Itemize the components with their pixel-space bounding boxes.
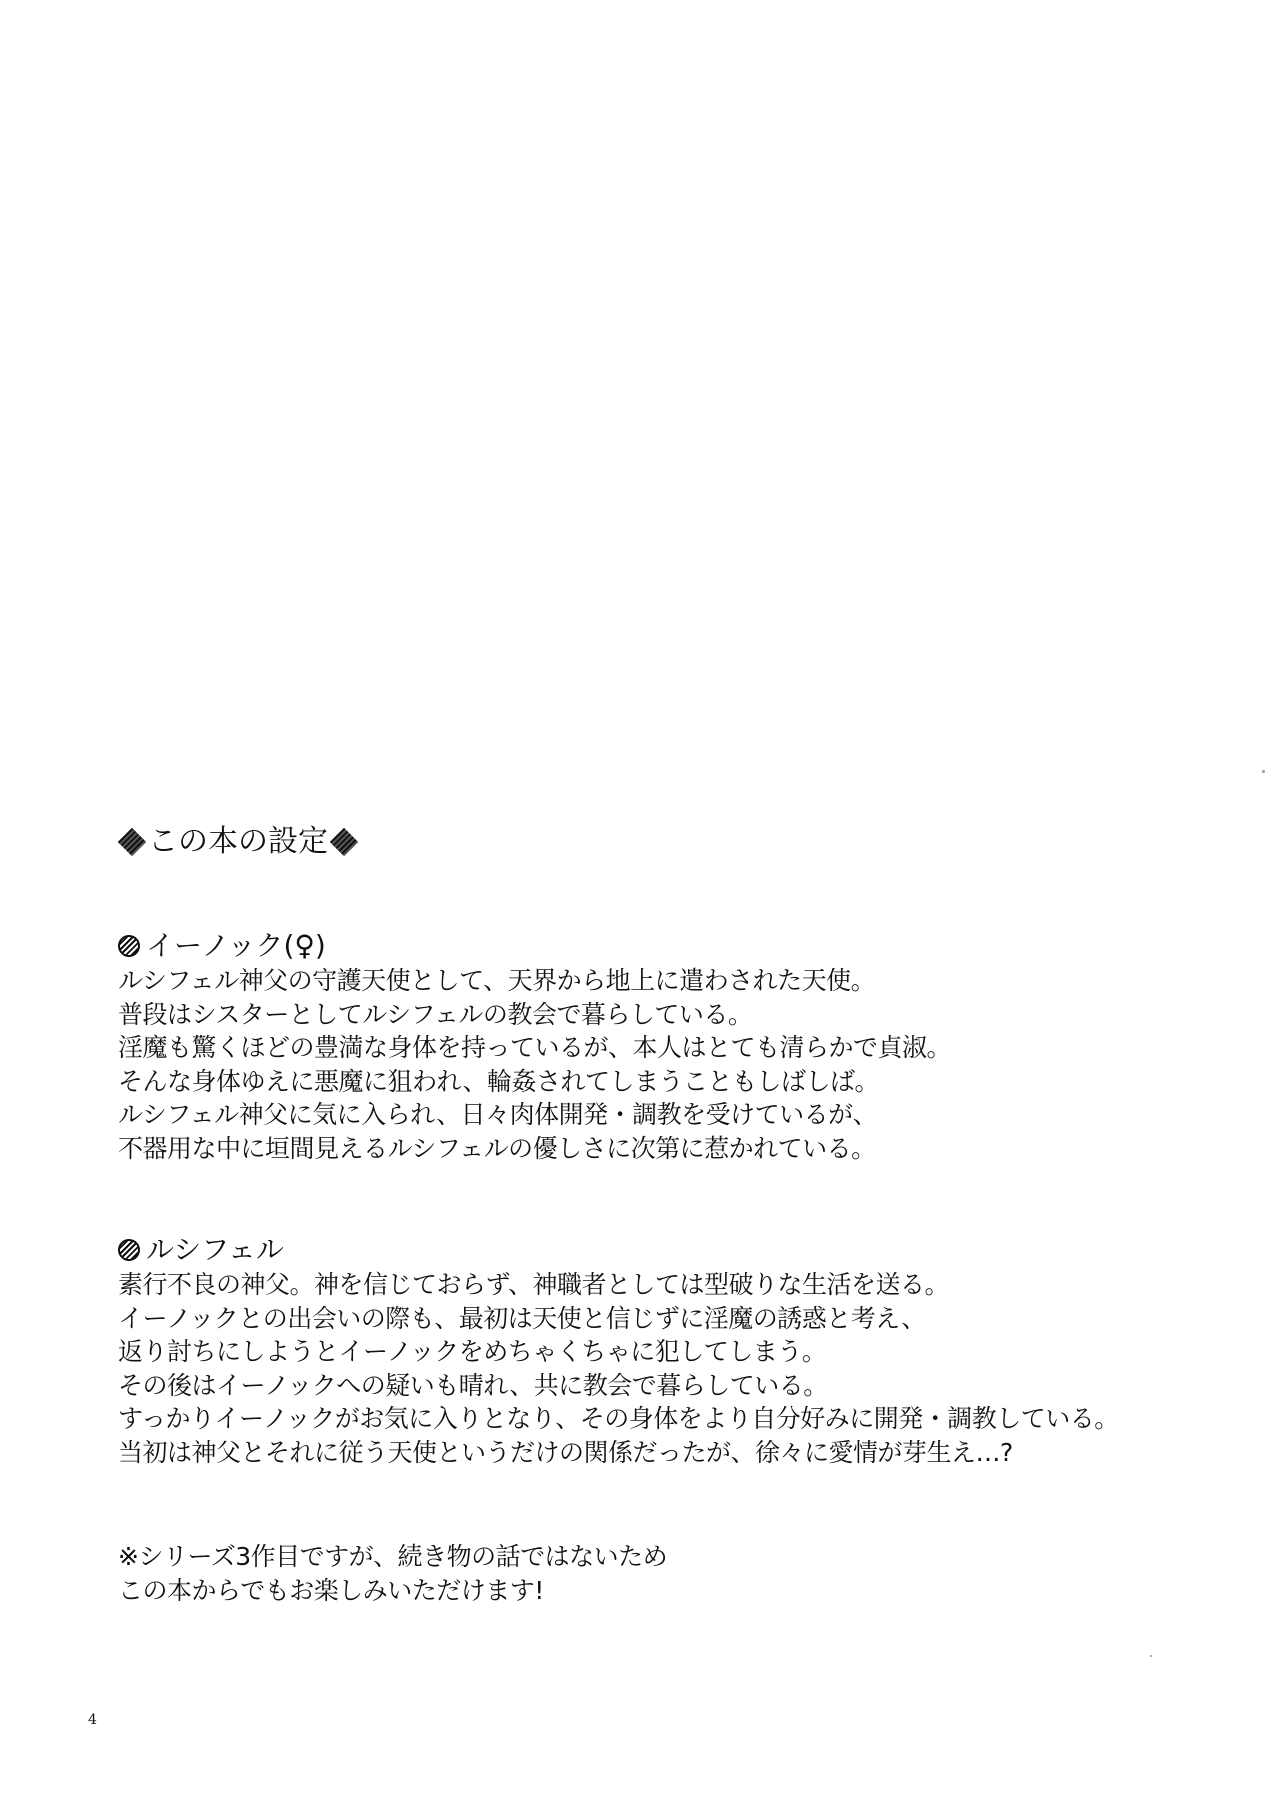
settings-title — [116, 822, 360, 862]
description-line: 淫魔も驚くほどの豊満な身体を持っているが、本人はとても清らかで貞淑。 — [118, 1033, 952, 1062]
description-line: イーノックとの出会いの際も、最初は天使と信じずに淫魔の誘惑と考え、 — [118, 1303, 926, 1333]
description-line: 普段はシスターとしてルシフェルの教会で暮らしている。 — [118, 999, 753, 1029]
character-section-enoch — [118, 928, 951, 1165]
description-line: 不器用な中に垣間見えるルシフェルの優しさに次第に惹かれている。 — [118, 1133, 876, 1163]
settings-title-text: この本の設定 — [148, 824, 328, 859]
bullet-icon — [118, 935, 140, 957]
page-number: 4 — [88, 1712, 97, 1728]
scan-speck — [1150, 1655, 1152, 1657]
description-line: ルシフェル神父に気に入られ、日々肉体開発・調教を受けているが、 — [118, 1100, 878, 1129]
character-name: イーノック(♀) — [146, 929, 326, 962]
description-line: その後はイーノックへの疑いも晴れ、共に教会で暮らしている。 — [118, 1370, 828, 1400]
scan-speck — [1262, 770, 1265, 773]
character-heading — [118, 928, 951, 964]
description-line: 素行不良の神父。神を信じておらず、神職者としては型破りな生活を送る。 — [118, 1270, 950, 1299]
character-name: ルシフェル — [146, 1233, 284, 1266]
bullet-icon — [118, 1239, 140, 1261]
note-line: この本からでもお楽しみいただけます! — [118, 1575, 544, 1605]
character-section-lucifel — [118, 1232, 1119, 1469]
description-line: すっかりイーノックがお気に入りとなり、その身体をより自分好みに開発・調教している。 — [118, 1404, 1119, 1433]
description-line: ルシフェル神父の守護天使として、天界から地上に遣わされた天使。 — [118, 966, 876, 995]
note-line: ※シリーズ3作目ですが、続き物の話ではないため — [118, 1542, 668, 1571]
character-heading — [118, 1232, 1119, 1268]
series-note — [118, 1540, 667, 1607]
description-line: そんな身体ゆえに悪魔に狙われ、輪姦されてしまうこともしばしば。 — [118, 1066, 880, 1096]
description-line: 返り討ちにしようとイーノックをめちゃくちゃに犯してしまう。 — [118, 1337, 827, 1366]
description-line: 当初は神父とそれに従う天使というだけの関係だったが、徐々に愛情が芽生え…? — [118, 1437, 1013, 1467]
diamond-icon — [118, 828, 146, 856]
diamond-icon — [330, 828, 358, 856]
